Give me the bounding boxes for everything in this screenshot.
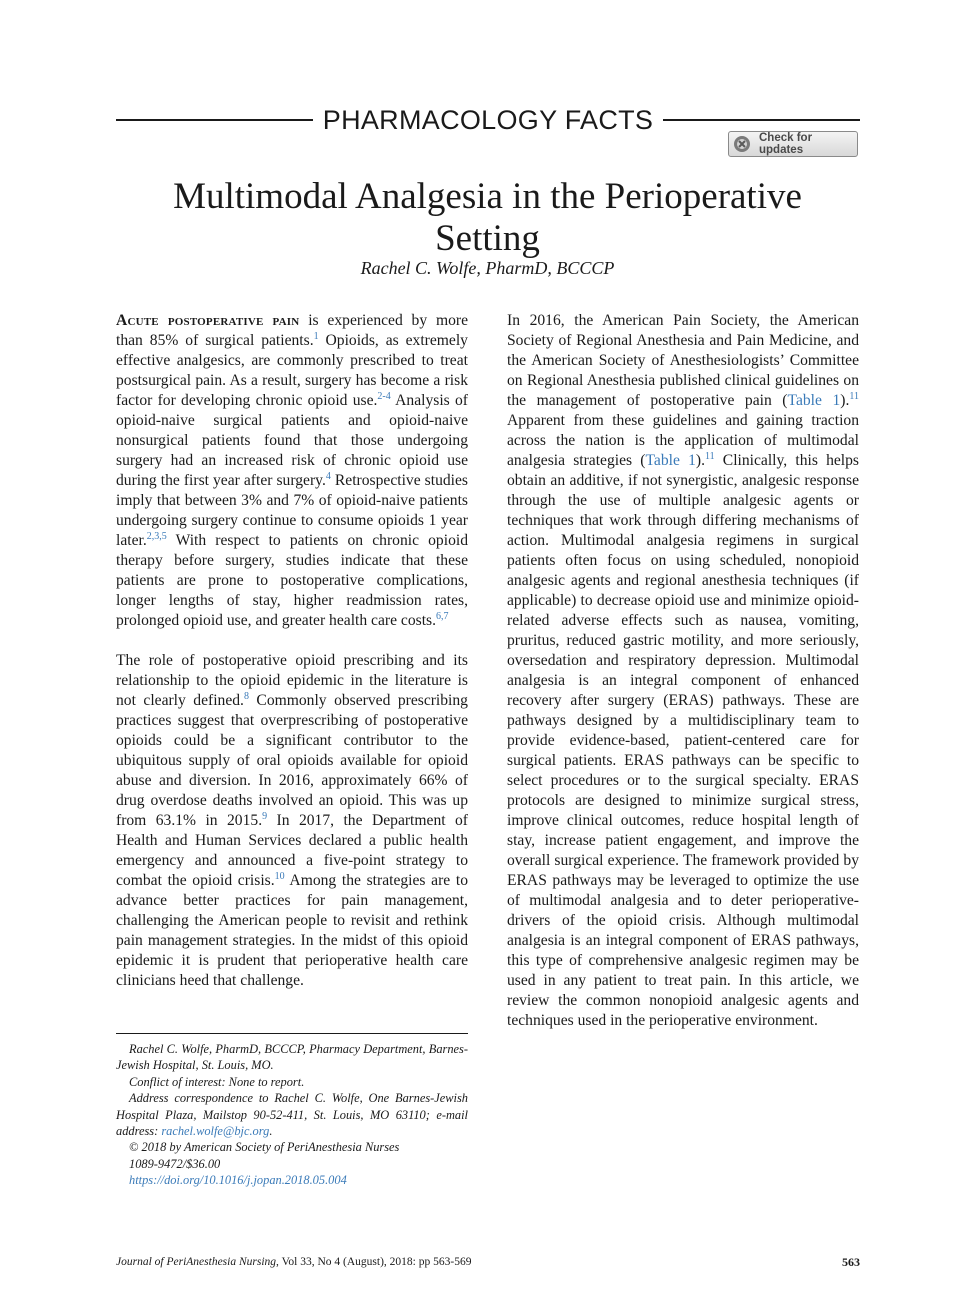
citation-link[interactable]: 2-4	[377, 390, 391, 402]
body-paragraph-1: Acute postoperative pain is experienced by more than 85% of surgical patients.$^1$ Opioids, as extremely effective analgesics, are commonly prescribed to treat postsurgical pain. As a result, surgery has become a risk factor for developing chronic opioid use.$^{2-4}$ Analysis of opioid-naive surgical patients and opioid-naive nonsurgical patients found that those undergoing surgery had an increased risk of chronic opioid use during the first year after surgery.$^4$ Retrospective studies imply that between 3% and 7% of opioid-naive patients undergoing surgery continue to consume opioids 1 year later.$^{2,3,5}$ With respect to patients on chronic opioid therapy before surgery, studies indicate that these patients are prone to postoperative complications, longer lengths of stay, higher readmission rates, prolonged opioid use, and greater health care costs.$^{6,7}$	[116, 312, 468, 629]
check-for-updates-button[interactable]	[728, 131, 858, 157]
crossmark-icon	[733, 135, 751, 153]
header-rule-right	[663, 119, 860, 121]
table-1-link[interactable]: Table 1	[787, 392, 841, 409]
table-1-link[interactable]: Table 1	[645, 452, 696, 469]
header-rule-left	[116, 119, 313, 121]
article-author: Rachel C. Wolfe, PharmD, BCCCP	[360, 258, 615, 278]
title-line-1: Multimodal Analgesia in the Perioperative	[173, 176, 802, 217]
citation-link[interactable]: 10	[274, 870, 285, 882]
body-paragraph-3: In 2016, the American Pain Society, the American Society of Regional Anesthesia and Pain Medicine, and the American Society of Anesthesiologists’ Committee on Regional Anesthesia published clinical guidelines on the management of postoperative pain (Table 1).$^{11}$ Apparent from these guidelines and gaining traction across the nation is the application of multimodal analgesia strategies (Table 1).$^{11}$ Clinically, this helps obtain an additive, if not synergistic, analgesic response through the use of multiple analgesic agents or techniques that work through differing mechanisms of action. Multimodal analgesia regimens in surgical patients often focus on using scheduled, nonopioid analgesic agents and regional anesthesia techniques (if applicable) to decrease opioid use and minimize opioid-related adverse effects such as nausea, vomiting, pruritus, reduced gastric motility, and more seriously, oversedation and respiratory depression. Multimodal analgesia is an integral component of enhanced recovery after surgery (ERAS) pathways. These are pathways designed by a multidisciplinary team to provide evidence-based, patient-centered care for surgical patients. ERAS pathways can be specific to select procedures or to the surgical specialty. ERAS protocols are designed to minimize surgical stress, improve clinical outcomes, reduce hospital length of stay, increase patient engagement, and improve the overall surgical experience. The framework provided by ERAS pathways may be leveraged to optimize the use of multimodal analgesia and to deter perioperative-drivers of the opioid crisis. Although multimodal analgesia is an integral component of ERAS pathways, this type of comprehensive analgesic regimen may be used in any patient to treat pain. In this article, we review the common nonopioid analgesic agents and techniques used in the perioperative environment.	[507, 312, 860, 1029]
citation-link[interactable]: 8	[243, 690, 249, 702]
footnote-address: Address correspondence to Rachel C. Wolfe, One Barnes-Jewish Hospital Plaza, Mailstop 90-52-411, St. Louis, MO 63110; e-mail address: rachel.wolfe@bjc.org.	[116, 1091, 468, 1139]
footnote-doi	[116, 1172, 468, 1188]
page-footer	[116, 1254, 860, 1270]
email-link[interactable]: rachel.wolfe@bjc.org	[161, 1124, 270, 1139]
footnote-conflict: Conflict of interest: None to report.	[129, 1074, 305, 1089]
citation-link[interactable]: 6,7	[436, 610, 449, 622]
right-column	[507, 311, 859, 1051]
footnotes	[116, 1041, 468, 1189]
lead-in-text: Acute postoperative pain	[116, 312, 300, 329]
footnote-divider	[116, 1033, 468, 1034]
left-column	[116, 311, 468, 1011]
citation-link[interactable]: 9	[262, 810, 268, 822]
citation-link[interactable]: 1	[313, 330, 319, 342]
section-label: PHARMACOLOGY FACTS	[322, 104, 654, 135]
body-paragraph-2: The role of postoperative opioid prescribing and its relationship to the opioid epidemic in the literature is not clearly defined.$^8$ Commonly observed prescribing practices suggest that overprescribing of postoperative opioids could be a significant contributor to the ubiquitous supply of oral opioids available for opioid abuse and diversion. In 2016, approximately 66% of drug overdose deaths involved an opioid. This was up from 63.1% in 2015.$^9$ In 2017, the Department of Health and Human Services declared a public health emergency and announced a five-point strategy to combat the opioid crisis.$^{10}$ Among the strategies are to advance better practices for pain management, challenging the American people to revisit and rethink pain management strategies. In the midst of this opioid epidemic it is prudent that perioperative health care clinicians heed that challenge.	[116, 652, 468, 989]
article-title	[100, 176, 875, 260]
check-updates-label: Check for updates	[759, 132, 813, 156]
footnote-issn: 1089-9472/$36.00	[129, 1156, 221, 1171]
footnote-affiliation: Rachel C. Wolfe, PharmD, BCCCP, Pharmacy Department, Barnes-Jewish Hospital, St. Louis, MO.	[116, 1042, 468, 1073]
doi-link[interactable]: https://doi.org/10.1016/j.jopan.2018.05.004	[129, 1173, 347, 1188]
journal-citation: Journal of PeriAnesthesia Nursing, Vol 33, No 4 (August), 2018: pp 563-569	[116, 1256, 472, 1268]
footnote-copyright: © 2018 by American Society of PeriAnesthesia Nurses	[129, 1140, 400, 1155]
page-number: 563	[842, 1254, 860, 1269]
journal-name: Journal of PeriAnesthesia Nursing	[116, 1256, 277, 1268]
citation-link[interactable]: 11	[849, 390, 860, 402]
title-line-2: Setting	[435, 218, 540, 259]
citation-link[interactable]: 11	[704, 450, 715, 462]
citation-link[interactable]: 4	[325, 470, 331, 482]
citation-link[interactable]: 2,3,5	[146, 530, 167, 542]
